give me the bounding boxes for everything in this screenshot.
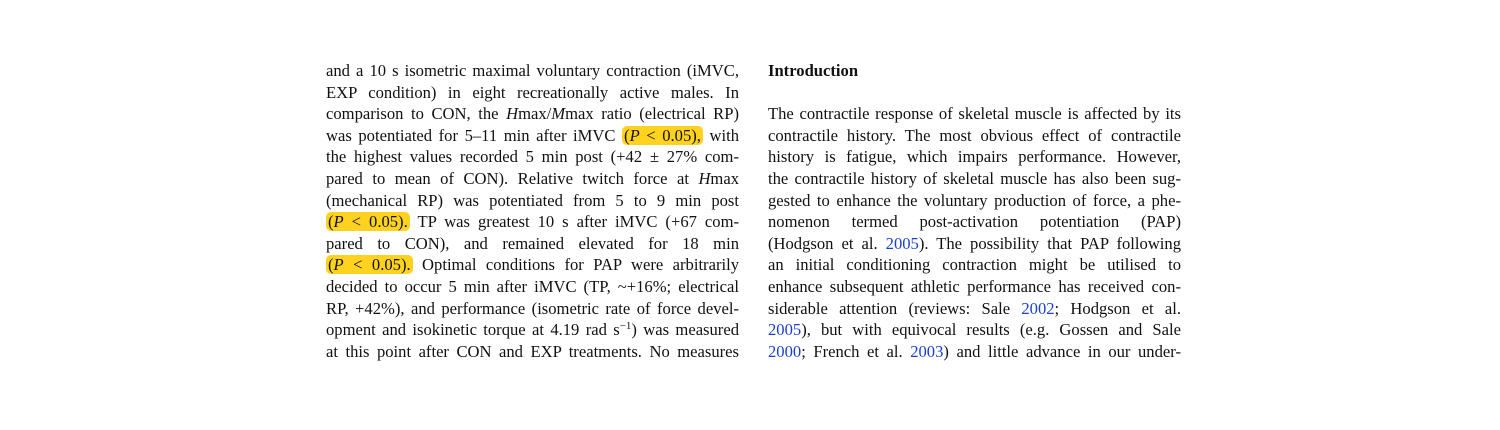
text-line: siderable attention (reviews: Sale 2002; Hodgson et al. — [768, 298, 1181, 318]
introduction-column — [768, 60, 1181, 362]
text-line: contractile history. The most obvious effect of contractile — [768, 125, 1181, 145]
section-heading: Introduction — [768, 61, 859, 80]
text-line: at this point after CON and EXP treatments. No measures — [326, 341, 739, 361]
citation-link[interactable]: 2005 — [768, 320, 802, 340]
text-line: decided to occur 5 min after iMVC (TP, ~+16%; electrical — [326, 276, 739, 296]
text-line: and a 10 s isometric maximal voluntary contraction (iMVC, — [326, 61, 739, 80]
highlight-annotation[interactable]: (P < 0.05). — [328, 255, 411, 275]
text-line: the contractile history of skeletal muscle has also been sug- — [768, 168, 1181, 188]
text-line: (P < 0.05). Optimal conditions for PAP were arbitrarily — [328, 255, 739, 275]
highlight-annotation[interactable]: (P < 0.05), — [624, 125, 701, 145]
text-line: The contractile response of skeletal muscle is affected by its — [768, 104, 1181, 124]
text-line: (mechanical RP) was potentiated from 5 to 9 min post — [326, 190, 739, 210]
text-line: nomenon termed post-activation potentiation (PAP) — [768, 212, 1181, 232]
text-line: 2005), but with equivocal results (e.g. Gossen and Sale — [768, 320, 1181, 340]
citation-link[interactable]: 2000 — [768, 341, 802, 361]
text-line: EXP condition) in eight recreationally active males. In — [326, 82, 739, 102]
text-line: history is fatigue, which impairs performance. However, — [768, 147, 1181, 167]
text-line: comparison to CON, the Hmax/Mmax ratio (electrical RP) — [326, 104, 739, 124]
text-line: opment and isokinetic torque at 4.19 rad $s^{-1}$) was measured — [326, 320, 739, 340]
citation-link[interactable]: 2005 — [885, 233, 919, 253]
section-spacer — [768, 82, 1181, 104]
text-line: gested to enhance the voluntary production of force, a phe- — [768, 190, 1181, 210]
text-line: pared to CON), and remained elevated for 18 min — [326, 233, 739, 253]
highlight-annotation[interactable]: (P < 0.05). — [328, 212, 408, 232]
text-line: pared to mean of CON). Relative twitch force at Hmax — [326, 168, 739, 188]
text-line: (P < 0.05). TP was greatest 10 s after iMVC (+67 com- — [328, 212, 740, 232]
text-line: was potentiated for 5–11 min after iMVC (P < 0.05), with — [326, 125, 739, 145]
text-line: the highest values recorded 5 min post (+42 ± 27% com- — [326, 147, 739, 167]
citation-link[interactable]: 2003 — [910, 341, 944, 361]
text-line: (Hodgson et al. 2005). The possibility that PAP following — [768, 233, 1182, 253]
text-line: an initial conditioning contraction might be utilised to — [768, 255, 1181, 275]
text-line: RP, +42%), and performance (isometric rate of force devel- — [326, 298, 739, 318]
citation-link[interactable]: 2002 — [1021, 298, 1055, 318]
text-line: enhance subsequent athletic performance has received con- — [768, 276, 1181, 296]
abstract-column — [326, 60, 739, 362]
text-line: 2000; French et al. 2003) and little advance in our under- — [768, 341, 1181, 361]
